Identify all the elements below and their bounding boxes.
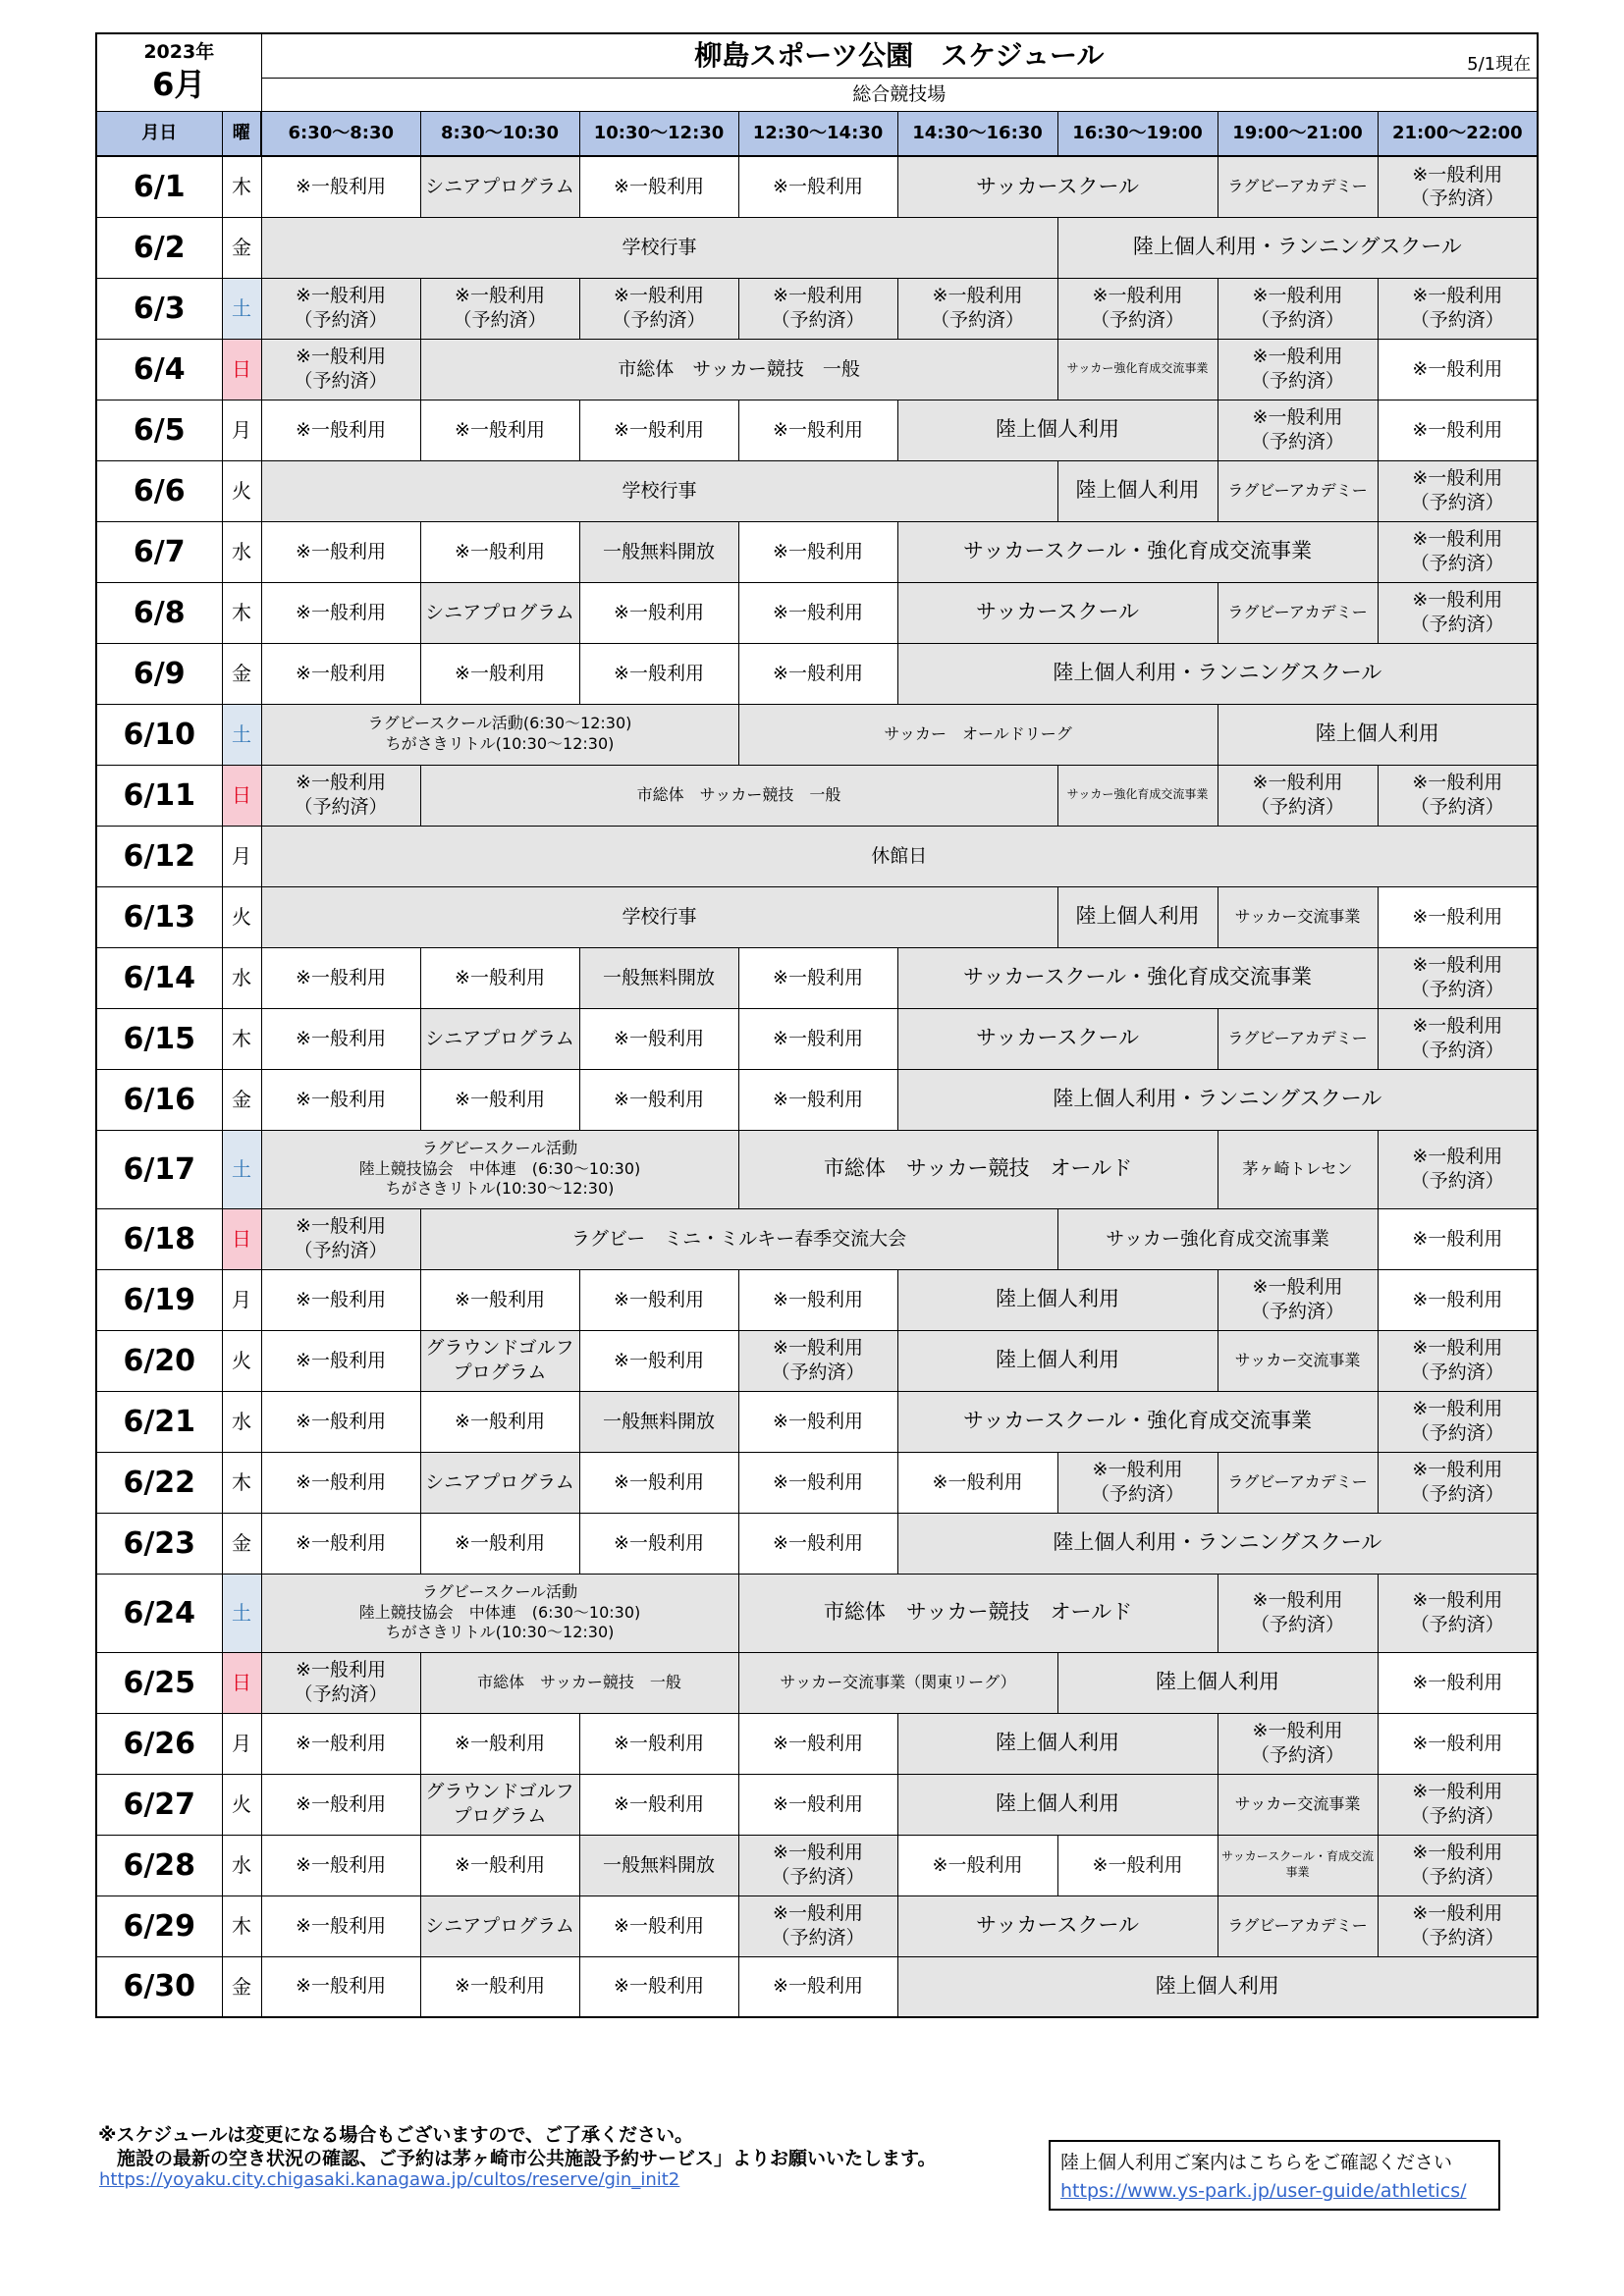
schedule-row xyxy=(96,339,1538,400)
schedule-cell: 陸上個人利用 xyxy=(897,1713,1218,1774)
schedule-cell: シニアプログラム xyxy=(420,1452,579,1513)
day-of-week-cell: 火 xyxy=(222,460,261,521)
schedule-row xyxy=(96,278,1538,339)
schedule-row xyxy=(96,886,1538,947)
schedule-cell: ※一般利用 xyxy=(738,1269,897,1330)
schedule-cell: ※一般利用 （予約済） xyxy=(1378,1574,1538,1652)
schedule-cell: ※一般利用 （予約済） xyxy=(738,1330,897,1391)
schedule-row xyxy=(96,704,1538,765)
schedule-cell: サッカー強化育成交流事業 xyxy=(1057,1208,1378,1269)
schedule-change-note: ※スケジュールは変更になる場合もございますので、ご了承ください。 xyxy=(98,2124,693,2146)
schedule-cell: ※一般利用 （予約済） xyxy=(738,1835,897,1896)
schedule-cell: ラグビーアカデミー xyxy=(1218,582,1378,643)
day-of-week-cell: 日 xyxy=(222,1208,261,1269)
schedule-cell: ※一般利用 xyxy=(420,1269,579,1330)
title-cell xyxy=(261,33,1538,79)
schedule-row xyxy=(96,521,1538,582)
schedule-cell: ※一般利用 （予約済） xyxy=(1378,521,1538,582)
day-of-week-cell: 火 xyxy=(222,1330,261,1391)
day-of-week-cell: 木 xyxy=(222,156,261,217)
schedule-cell: ※一般利用 xyxy=(738,643,897,704)
schedule-cell: ※一般利用 （予約済） xyxy=(1378,1835,1538,1896)
day-of-week-cell: 木 xyxy=(222,582,261,643)
schedule-cell: ※一般利用 xyxy=(420,1956,579,2017)
date-cell: 6/14 xyxy=(96,947,222,1008)
schedule-cell: ※一般利用 xyxy=(897,1452,1057,1513)
schedule-cell: 陸上個人利用 xyxy=(897,1956,1538,2017)
date-cell: 6/5 xyxy=(96,400,222,460)
schedule-cell: ※一般利用 （予約済） xyxy=(897,278,1057,339)
day-of-week-cell: 金 xyxy=(222,217,261,278)
schedule-row xyxy=(96,1130,1538,1208)
schedule-cell: サッカー強化育成交流事業 xyxy=(1057,339,1218,400)
schedule-cell: ※一般利用 （予約済） xyxy=(261,1208,420,1269)
schedule-cell: ※一般利用 xyxy=(738,1452,897,1513)
date-cell: 6/22 xyxy=(96,1452,222,1513)
schedule-cell: ※一般利用 （予約済） xyxy=(1218,1713,1378,1774)
schedule-cell: ラグビースクール活動 陸上競技協会 中体連 (6:30～10:30) ちがさきリトル(10:30～12:30) xyxy=(261,1130,738,1208)
schedule-cell: ※一般利用 xyxy=(420,400,579,460)
schedule-cell: ※一般利用 xyxy=(261,1513,420,1574)
date-cell: 6/20 xyxy=(96,1330,222,1391)
date-column-header: 月日 xyxy=(96,112,222,157)
schedule-row xyxy=(96,1513,1538,1574)
day-of-week-cell: 木 xyxy=(222,1008,261,1069)
schedule-cell: ※一般利用 （予約済） xyxy=(1378,1452,1538,1513)
schedule-cell: ※一般利用 xyxy=(261,1452,420,1513)
schedule-cell: シニアプログラム xyxy=(420,1008,579,1069)
schedule-cell: ※一般利用 （予約済） xyxy=(261,765,420,826)
schedule-cell: ※一般利用 （予約済） xyxy=(1218,765,1378,826)
schedule-cell: 陸上個人利用 xyxy=(1057,1652,1378,1713)
day-of-week-cell: 日 xyxy=(222,1652,261,1713)
schedule-cell: サッカースクール xyxy=(897,582,1218,643)
date-cell: 6/2 xyxy=(96,217,222,278)
schedule-cell: ラグビーアカデミー xyxy=(1218,1896,1378,1956)
schedule-cell: サッカースクール・強化育成交流事業 xyxy=(897,1391,1378,1452)
schedule-cell: ※一般利用 xyxy=(738,1713,897,1774)
schedule-cell: サッカー交流事業 xyxy=(1218,886,1378,947)
schedule-row xyxy=(96,1774,1538,1835)
schedule-cell: ※一般利用 （予約済） xyxy=(1378,1391,1538,1452)
schedule-cell: ※一般利用 xyxy=(738,1069,897,1130)
schedule-cell: ※一般利用 xyxy=(579,1008,738,1069)
schedule-cell: 一般無料開放 xyxy=(579,1391,738,1452)
slot-header: 10:30～12:30 xyxy=(579,112,738,157)
schedule-cell: 学校行事 xyxy=(261,460,1057,521)
date-cell: 6/15 xyxy=(96,1008,222,1069)
schedule-cell: ※一般利用 xyxy=(738,400,897,460)
date-cell: 6/27 xyxy=(96,1774,222,1835)
schedule-cell: ※一般利用 xyxy=(738,582,897,643)
column-header-row xyxy=(96,112,1538,157)
schedule-cell: ※一般利用 xyxy=(261,1835,420,1896)
schedule-cell: ※一般利用 （予約済） xyxy=(1378,1130,1538,1208)
schedule-cell: ※一般利用 xyxy=(738,521,897,582)
schedule-cell: ※一般利用 xyxy=(261,1008,420,1069)
schedule-cell: ※一般利用 xyxy=(1378,1269,1538,1330)
schedule-row xyxy=(96,1835,1538,1896)
schedule-cell: サッカー交流事業 xyxy=(1218,1330,1378,1391)
schedule-cell: ※一般利用 xyxy=(261,1896,420,1956)
schedule-cell: 市総体 サッカー競技 一般 xyxy=(420,339,1057,400)
schedule-cell: ラグビー ミニ・ミルキー春季交流大会 xyxy=(420,1208,1057,1269)
schedule-cell: ※一般利用 （予約済） xyxy=(1218,1574,1378,1652)
schedule-cell: ※一般利用 （予約済） xyxy=(1378,156,1538,217)
schedule-cell: ※一般利用 xyxy=(261,1956,420,2017)
day-of-week-cell: 土 xyxy=(222,704,261,765)
schedule-cell: グラウンドゴルフ プログラム xyxy=(420,1330,579,1391)
schedule-cell: ※一般利用 xyxy=(897,1835,1057,1896)
schedule-cell: サッカー交流事業 xyxy=(1218,1774,1378,1835)
schedule-cell: ※一般利用 xyxy=(261,582,420,643)
schedule-cell: 市総体 サッカー競技 一般 xyxy=(420,1652,738,1713)
schedule-table xyxy=(95,32,1539,2018)
schedule-row xyxy=(96,765,1538,826)
date-cell: 6/17 xyxy=(96,1130,222,1208)
schedule-cell: ※一般利用 xyxy=(261,947,420,1008)
schedule-cell: ラグビーアカデミー xyxy=(1218,1008,1378,1069)
day-of-week-cell: 日 xyxy=(222,765,261,826)
date-cell: 6/1 xyxy=(96,156,222,217)
schedule-cell: 学校行事 xyxy=(261,886,1057,947)
date-cell: 6/16 xyxy=(96,1069,222,1130)
date-cell: 6/9 xyxy=(96,643,222,704)
schedule-cell: ※一般利用 xyxy=(738,947,897,1008)
schedule-cell: 一般無料開放 xyxy=(579,1835,738,1896)
schedule-cell: 一般無料開放 xyxy=(579,521,738,582)
schedule-row xyxy=(96,217,1538,278)
schedule-cell: ※一般利用 xyxy=(261,521,420,582)
day-of-week-cell: 火 xyxy=(222,1774,261,1835)
day-of-week-cell: 日 xyxy=(222,339,261,400)
date-cell: 6/25 xyxy=(96,1652,222,1713)
schedule-cell: ※一般利用 （予約済） xyxy=(738,1896,897,1956)
schedule-row xyxy=(96,460,1538,521)
schedule-cell: ※一般利用 xyxy=(579,1069,738,1130)
schedule-cell: ※一般利用 xyxy=(738,156,897,217)
schedule-row xyxy=(96,643,1538,704)
schedule-cell: ※一般利用 （予約済） xyxy=(420,278,579,339)
schedule-cell: サッカースクール xyxy=(897,1896,1218,1956)
schedule-row xyxy=(96,400,1538,460)
as-of-date: 5/1現在 xyxy=(1467,53,1532,75)
schedule-cell: 市総体 サッカー競技 オールド xyxy=(738,1130,1218,1208)
schedule-cell: ※一般利用 （予約済） xyxy=(1218,339,1378,400)
schedule-cell: ※一般利用 xyxy=(1057,1835,1218,1896)
date-cell: 6/13 xyxy=(96,886,222,947)
schedule-cell: 陸上個人利用・ランニングスクール xyxy=(897,643,1538,704)
schedule-cell: ※一般利用 xyxy=(420,1835,579,1896)
date-cell: 6/4 xyxy=(96,339,222,400)
day-of-week-cell: 水 xyxy=(222,947,261,1008)
day-of-week-cell: 土 xyxy=(222,1130,261,1208)
date-cell: 6/3 xyxy=(96,278,222,339)
schedule-cell: サッカースクール・強化育成交流事業 xyxy=(897,947,1378,1008)
date-cell: 6/18 xyxy=(96,1208,222,1269)
schedule-cell: ※一般利用 xyxy=(579,582,738,643)
schedule-cell: シニアプログラム xyxy=(420,582,579,643)
day-of-week-cell: 金 xyxy=(222,1069,261,1130)
day-of-week-cell: 木 xyxy=(222,1896,261,1956)
schedule-cell: ※一般利用 （予約済） xyxy=(1378,278,1538,339)
schedule-cell: ※一般利用 （予約済） xyxy=(1057,1452,1218,1513)
slot-header: 14:30～16:30 xyxy=(897,112,1057,157)
schedule-cell: ※一般利用 （予約済） xyxy=(1218,400,1378,460)
schedule-cell: ※一般利用 （予約済） xyxy=(1378,1330,1538,1391)
schedule-cell: ※一般利用 xyxy=(261,1330,420,1391)
schedule-cell: ※一般利用 （予約済） xyxy=(261,1652,420,1713)
schedule-cell: ※一般利用 （予約済） xyxy=(738,278,897,339)
schedule-cell: 陸上個人利用 xyxy=(1057,460,1218,521)
month-label: 6月 xyxy=(152,65,206,103)
schedule-cell: ※一般利用 xyxy=(738,1956,897,2017)
athletics-info-box xyxy=(1049,2140,1500,2211)
schedule-cell: ※一般利用 （予約済） xyxy=(1218,1269,1378,1330)
date-cell: 6/24 xyxy=(96,1574,222,1652)
schedule-row xyxy=(96,826,1538,886)
schedule-cell: ※一般利用 xyxy=(579,643,738,704)
date-cell: 6/7 xyxy=(96,521,222,582)
schedule-cell: ※一般利用 xyxy=(579,1269,738,1330)
schedule-cell: 陸上個人利用・ランニングスクール xyxy=(1057,217,1538,278)
day-of-week-cell: 月 xyxy=(222,826,261,886)
schedule-cell: ※一般利用 xyxy=(261,1269,420,1330)
schedule-cell: 陸上個人利用 xyxy=(897,400,1218,460)
date-cell: 6/26 xyxy=(96,1713,222,1774)
schedule-cell: ラグビースクール活動 陸上競技協会 中体連 (6:30～10:30) ちがさきリトル(10:30～12:30) xyxy=(261,1574,738,1652)
day-of-week-cell: 月 xyxy=(222,1713,261,1774)
schedule-row xyxy=(96,1269,1538,1330)
schedule-row xyxy=(96,1069,1538,1130)
schedule-cell: ※一般利用 （予約済） xyxy=(1378,1774,1538,1835)
date-cell: 6/10 xyxy=(96,704,222,765)
slot-header: 19:00～21:00 xyxy=(1218,112,1378,157)
schedule-cell: ※一般利用 （予約済） xyxy=(1378,765,1538,826)
schedule-cell: ※一般利用 xyxy=(579,400,738,460)
schedule-cell: ※一般利用 （予約済） xyxy=(1218,278,1378,339)
reservation-link[interactable]: https://yoyaku.city.chigasaki.kanagawa.jp/cultos/reserve/gin_init2 xyxy=(99,2169,680,2190)
schedule-cell: 一般無料開放 xyxy=(579,947,738,1008)
schedule-cell: シニアプログラム xyxy=(420,156,579,217)
athletics-info-text: 陸上個人利用ご案内はこちらをご確認ください xyxy=(1060,2152,1453,2173)
schedule-cell: ※一般利用 xyxy=(420,1713,579,1774)
schedule-cell: ※一般利用 （予約済） xyxy=(261,278,420,339)
schedule-cell: ※一般利用 xyxy=(420,1069,579,1130)
schedule-cell: 陸上個人利用・ランニングスクール xyxy=(897,1069,1538,1130)
schedule-cell: ※一般利用 xyxy=(261,156,420,217)
schedule-cell: 学校行事 xyxy=(261,217,1057,278)
schedule-cell: ※一般利用 （予約済） xyxy=(1378,460,1538,521)
date-cell: 6/28 xyxy=(96,1835,222,1896)
day-of-week-cell: 火 xyxy=(222,886,261,947)
schedule-cell: サッカースクール xyxy=(897,156,1218,217)
day-of-week-cell: 月 xyxy=(222,1269,261,1330)
schedule-cell: 市総体 サッカー競技 オールド xyxy=(738,1574,1218,1652)
slot-header: 6:30～8:30 xyxy=(261,112,420,157)
schedule-cell: ※一般利用 xyxy=(261,1713,420,1774)
schedule-cell: ※一般利用 （予約済） xyxy=(1378,947,1538,1008)
schedule-row xyxy=(96,947,1538,1008)
schedule-cell: サッカー交流事業（関東リーグ） xyxy=(738,1652,1057,1713)
schedule-row xyxy=(96,1713,1538,1774)
schedule-cell: サッカースクール xyxy=(897,1008,1218,1069)
schedule-cell: ※一般利用 xyxy=(420,521,579,582)
date-cell: 6/11 xyxy=(96,765,222,826)
schedule-cell: ※一般利用 xyxy=(579,1956,738,2017)
schedule-cell: ※一般利用 xyxy=(579,1452,738,1513)
schedule-cell: ※一般利用 （予約済） xyxy=(1378,1896,1538,1956)
schedule-cell: ※一般利用 xyxy=(579,1513,738,1574)
day-of-week-cell: 金 xyxy=(222,1956,261,2017)
schedule-row xyxy=(96,1896,1538,1956)
day-of-week-cell: 月 xyxy=(222,400,261,460)
page-title: 柳島スポーツ公園 スケジュール xyxy=(694,38,1105,72)
schedule-cell: ※一般利用 xyxy=(420,643,579,704)
reservation-note: 施設の最新の空き状況の確認、ご予約は茅ヶ崎市公共施設予約サービス」よりお願いいたします。 xyxy=(98,2148,937,2169)
day-of-week-cell: 金 xyxy=(222,1513,261,1574)
schedule-cell: ※一般利用 xyxy=(579,1713,738,1774)
schedule-cell: ※一般利用 xyxy=(738,1513,897,1574)
schedule-cell: ※一般利用 xyxy=(261,1069,420,1130)
athletics-info-link[interactable]: https://www.ys-park.jp/user-guide/athletics/ xyxy=(1060,2180,1467,2202)
schedule-row xyxy=(96,1208,1538,1269)
schedule-row xyxy=(96,1391,1538,1452)
schedule-cell: ※一般利用 xyxy=(1378,1652,1538,1713)
schedule-cell: ※一般利用 xyxy=(420,1513,579,1574)
schedule-cell: ※一般利用 xyxy=(261,1774,420,1835)
date-cell: 6/8 xyxy=(96,582,222,643)
schedule-cell: ※一般利用 xyxy=(579,156,738,217)
schedule-cell: グラウンドゴルフ プログラム xyxy=(420,1774,579,1835)
venue-name: 総合競技場 xyxy=(261,79,1538,112)
schedule-cell: 茅ヶ崎トレセン xyxy=(1218,1130,1378,1208)
schedule-row xyxy=(96,156,1538,217)
day-of-week-cell: 水 xyxy=(222,1835,261,1896)
date-cell: 6/12 xyxy=(96,826,222,886)
schedule-cell: 休館日 xyxy=(261,826,1538,886)
schedule-cell: サッカー強化育成交流事業 xyxy=(1057,765,1218,826)
schedule-cell: ※一般利用 xyxy=(579,1896,738,1956)
dow-column-header: 曜 xyxy=(222,112,261,157)
year-month-cell xyxy=(96,33,261,112)
schedule-cell: ラグビースクール活動(6:30～12:30) ちがさきリトル(10:30～12:30) xyxy=(261,704,738,765)
schedule-row xyxy=(96,1652,1538,1713)
slot-header: 21:00～22:00 xyxy=(1378,112,1538,157)
day-of-week-cell: 水 xyxy=(222,1391,261,1452)
schedule-cell: ※一般利用 xyxy=(1378,339,1538,400)
schedule-cell: ※一般利用 （予約済） xyxy=(1378,582,1538,643)
schedule-cell: ※一般利用 xyxy=(579,1330,738,1391)
schedule-row xyxy=(96,1008,1538,1069)
schedule-row xyxy=(96,1574,1538,1652)
schedule-cell: 陸上個人利用 xyxy=(1218,704,1538,765)
slot-header: 12:30～14:30 xyxy=(738,112,897,157)
schedule-cell: ※一般利用 （予約済） xyxy=(261,339,420,400)
day-of-week-cell: 金 xyxy=(222,643,261,704)
schedule-cell: ※一般利用 xyxy=(579,1774,738,1835)
day-of-week-cell: 土 xyxy=(222,1574,261,1652)
day-of-week-cell: 土 xyxy=(222,278,261,339)
schedule-cell: 市総体 サッカー競技 一般 xyxy=(420,765,1057,826)
schedule-cell: ラグビーアカデミー xyxy=(1218,460,1378,521)
day-of-week-cell: 木 xyxy=(222,1452,261,1513)
schedule-cell: ※一般利用 xyxy=(420,947,579,1008)
schedule-cell: ※一般利用 xyxy=(1378,1713,1538,1774)
schedule-cell: ラグビーアカデミー xyxy=(1218,1452,1378,1513)
schedule-cell: サッカー オールドリーグ xyxy=(738,704,1218,765)
schedule-row xyxy=(96,1452,1538,1513)
day-of-week-cell: 水 xyxy=(222,521,261,582)
schedule-cell: ※一般利用 （予約済） xyxy=(1378,1008,1538,1069)
date-cell: 6/29 xyxy=(96,1896,222,1956)
schedule-cell: ※一般利用 （予約済） xyxy=(579,278,738,339)
schedule-cell: ※一般利用 xyxy=(1378,1208,1538,1269)
schedule-cell: シニアプログラム xyxy=(420,1896,579,1956)
date-cell: 6/19 xyxy=(96,1269,222,1330)
schedule-row xyxy=(96,1956,1538,2017)
schedule-cell: ※一般利用 xyxy=(261,1391,420,1452)
schedule-cell: サッカースクール・育成交流事業 xyxy=(1218,1835,1378,1896)
schedule-cell: 陸上個人利用 xyxy=(897,1269,1218,1330)
schedule-cell: ※一般利用 xyxy=(261,400,420,460)
schedule-cell: 陸上個人利用・ランニングスクール xyxy=(897,1513,1538,1574)
date-cell: 6/21 xyxy=(96,1391,222,1452)
schedule-cell: ※一般利用 xyxy=(1378,886,1538,947)
schedule-cell: ※一般利用 xyxy=(1378,400,1538,460)
schedule-row xyxy=(96,1330,1538,1391)
schedule-cell: 陸上個人利用 xyxy=(897,1774,1218,1835)
date-cell: 6/30 xyxy=(96,1956,222,2017)
date-cell: 6/23 xyxy=(96,1513,222,1574)
schedule-cell: ※一般利用 xyxy=(738,1391,897,1452)
schedule-cell: ※一般利用 xyxy=(261,643,420,704)
schedule-cell: 陸上個人利用 xyxy=(897,1330,1218,1391)
schedule-cell: ラグビーアカデミー xyxy=(1218,156,1378,217)
schedule-cell: サッカースクール・強化育成交流事業 xyxy=(897,521,1378,582)
year-label: 2023年 xyxy=(143,40,215,63)
slot-header: 8:30～10:30 xyxy=(420,112,579,157)
schedule-cell: ※一般利用 （予約済） xyxy=(1057,278,1218,339)
date-cell: 6/6 xyxy=(96,460,222,521)
schedule-cell: ※一般利用 xyxy=(738,1774,897,1835)
schedule-cell: 陸上個人利用 xyxy=(1057,886,1218,947)
slot-header: 16:30～19:00 xyxy=(1057,112,1218,157)
schedule-cell: ※一般利用 xyxy=(738,1008,897,1069)
schedule-cell: ※一般利用 xyxy=(420,1391,579,1452)
schedule-row xyxy=(96,582,1538,643)
